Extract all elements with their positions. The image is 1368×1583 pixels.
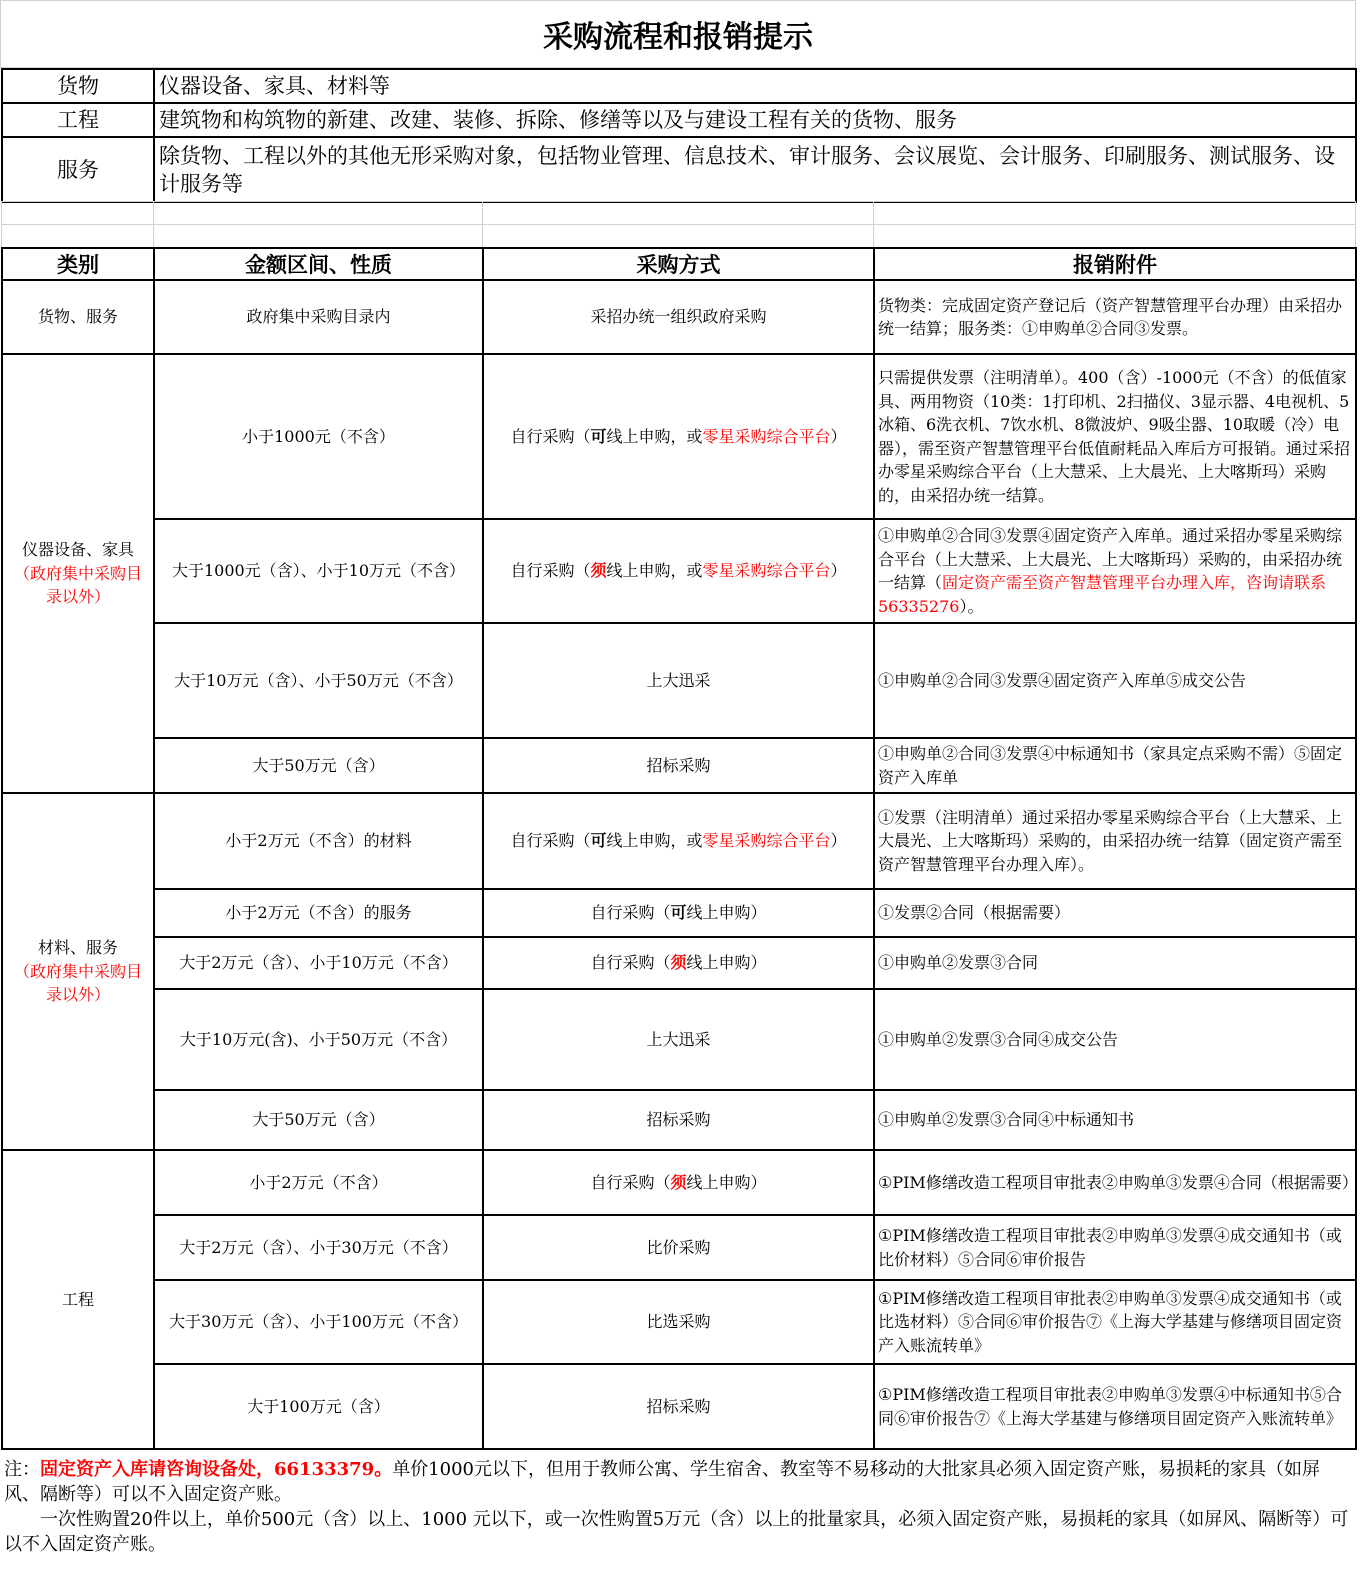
note-prefix: 注： [4, 1459, 40, 1480]
method-cell: 招标采购 [483, 1090, 874, 1150]
table-row [2, 1280, 1356, 1364]
amount-cell: 大于10万元(含)、小于50万元（不含） [154, 989, 483, 1090]
method-cell: 采招办统一组织政府采购 [483, 280, 874, 354]
attachment-cell: ①申购单②合同③发票④中标通知书（家具定点采购不需）⑤固定资产入库单 [874, 738, 1356, 793]
amount-cell: 小于2万元（不含）的材料 [154, 793, 483, 889]
attachment-cell: ①PIM修缮改造工程项目审批表②申购单③发票④成交通知书（或比价材料）⑤合同⑥审价报告 [874, 1215, 1356, 1280]
table-row [2, 354, 1356, 519]
table-row [2, 989, 1356, 1090]
amount-cell: 大于2万元（含）、小于30万元（不含） [154, 1215, 483, 1280]
category-cell [2, 354, 154, 793]
amount-cell: 大于30万元（含）、小于100万元（不含） [154, 1280, 483, 1364]
attachment-cell: ①PIM修缮改造工程项目审批表②申购单③发票④中标通知书⑤合同⑥审价报告⑦《上海大学基建与修缮项目固定资产入账流转单》 [874, 1364, 1356, 1449]
amount-cell: 大于50万元（含） [154, 1090, 483, 1150]
amount-cell: 小于2万元（不含） [154, 1150, 483, 1215]
method-cell: 自行采购（可线上申购，或零星采购综合平台） [483, 793, 874, 889]
table-row [2, 1150, 1356, 1215]
header-row [2, 248, 1356, 280]
amount-cell: 大于1000元（含）、小于10万元（不含） [154, 519, 483, 623]
category-cell [2, 793, 154, 1150]
method-cell: 自行采购（须线上申购） [483, 937, 874, 989]
definition-row [2, 103, 1356, 137]
header-amount: 金额区间、性质 [154, 248, 483, 280]
method-cell: 自行采购（须线上申购） [483, 1150, 874, 1215]
category-note: （政府集中采购目录以外） [13, 563, 142, 607]
note-text: 一次性购置20件以上，单价500元（含）以上、1000 元以下，或一次性购置5万元（含）以上的批量家具，必须入固定资产账，易损耗的家具（如屏风、隔断等）可以不入固定资产账。 [4, 1509, 1349, 1555]
method-cell: 自行采购（可线上申购） [483, 889, 874, 937]
table-row [2, 623, 1356, 738]
definition-text: 建筑物和构筑物的新建、改建、装修、拆除、修缮等以及与建设工程有关的货物、服务 [154, 103, 1356, 137]
header-attachments: 报销附件 [874, 248, 1356, 280]
definition-row [2, 69, 1356, 103]
attachment-cell: ①PIM修缮改造工程项目审批表②申购单③发票④成交通知书（或比选材料）⑤合同⑥审价报告⑦《上海大学基建与修缮项目固定资产入账流转单》 [874, 1280, 1356, 1364]
table-row [2, 519, 1356, 623]
note-text: 单价1000元以下，但用于教师公寓、学生宿舍、教室等不易移动的大批家具必须入固定资产账，易损耗的家具（如屏风、隔断等）可以不入固定资产账。 [4, 1459, 1321, 1505]
table-row [2, 280, 1356, 354]
header-category: 类别 [2, 248, 154, 280]
method-cell: 上大迅采 [483, 623, 874, 738]
amount-cell: 小于2万元（不含）的服务 [154, 889, 483, 937]
spacer-grid [1, 201, 1356, 248]
definition-label: 工程 [2, 103, 154, 137]
method-cell: 自行采购（可线上申购，或零星采购综合平台） [483, 354, 874, 519]
definition-text: 仪器设备、家具、材料等 [154, 69, 1356, 103]
method-cell: 自行采购（须线上申购，或零星采购综合平台） [483, 519, 874, 623]
attachment-cell: ①申购单②合同③发票④固定资产入库单⑤成交公告 [874, 623, 1356, 738]
attachment-cell: ①发票②合同（根据需要） [874, 889, 1356, 937]
note-highlight: 固定资产入库请咨询设备处，66133379。 [40, 1459, 393, 1480]
amount-cell: 大于10万元（含）、小于50万元（不含） [154, 623, 483, 738]
table-row [2, 738, 1356, 793]
header-method: 采购方式 [483, 248, 874, 280]
method-cell: 招标采购 [483, 738, 874, 793]
table-row [2, 1215, 1356, 1280]
definition-table [1, 68, 1357, 203]
table-row [2, 889, 1356, 937]
table-row [2, 937, 1356, 989]
definition-row [2, 137, 1356, 202]
definition-label: 货物 [2, 69, 154, 103]
amount-cell: 政府集中采购目录内 [154, 280, 483, 354]
definition-label: 服务 [2, 137, 154, 202]
method-cell: 招标采购 [483, 1364, 874, 1449]
procurement-table [1, 247, 1357, 1450]
table-row [2, 1364, 1356, 1449]
amount-cell: 小于1000元（不含） [154, 354, 483, 519]
table-row [2, 793, 1356, 889]
category-cell: 货物、服务 [2, 280, 154, 354]
footer-note [4, 1457, 1354, 1557]
attachment-cell: 货物类：完成固定资产登记后（资产智慧管理平台办理）由采招办统一结算；服务类：①申购单②合同③发票。 [874, 280, 1356, 354]
attachment-cell: ①申购单②合同③发票④固定资产入库单。通过采招办零星采购综合平台（上大慧采、上大晨光、上大喀斯玛）采购的，由采招办统一结算（固定资产需至资产智慧管理平台办理入库，咨询请联系56335276）。 [874, 519, 1356, 623]
page-title: 采购流程和报销提示 [0, 0, 1356, 68]
category-cell: 工程 [2, 1150, 154, 1449]
category-label: 仪器设备、家具 [21, 540, 134, 560]
attachment-cell: ①申购单②发票③合同④成交公告 [874, 989, 1356, 1090]
amount-cell: 大于100万元（含） [154, 1364, 483, 1449]
attachment-cell: ①申购单②发票③合同 [874, 937, 1356, 989]
amount-cell: 大于2万元（含）、小于10万元（不含） [154, 937, 483, 989]
category-note: （政府集中采购目录以外） [13, 961, 142, 1005]
attachment-cell: ①申购单②发票③合同④中标通知书 [874, 1090, 1356, 1150]
attachment-cell: ①发票（注明清单）通过采招办零星采购综合平台（上大慧采、上大晨光、上大喀斯玛）采购的，由采招办统一结算（固定资产需至资产智慧管理平台办理入库）。 [874, 793, 1356, 889]
amount-cell: 大于50万元（含） [154, 738, 483, 793]
method-cell: 比价采购 [483, 1215, 874, 1280]
method-cell: 比选采购 [483, 1280, 874, 1364]
definition-text: 除货物、工程以外的其他无形采购对象，包括物业管理、信息技术、审计服务、会议展览、会计服务、印刷服务、测试服务、设计服务等 [154, 137, 1356, 202]
category-label: 材料、服务 [37, 938, 118, 958]
attachment-cell: ①PIM修缮改造工程项目审批表②申购单③发票④合同（根据需要） [874, 1150, 1356, 1215]
attachment-cell: 只需提供发票（注明清单）。400（含）-1000元（不含）的低值家具、两用物资（10类：1打印机、2扫描仪、3显示器、4电视机、5冰箱、6洗衣机、7饮水机、8微波炉、9吸尘器、10取暖（冷）电器），需至资产智慧管理平台低值耐耗品入库后方可报销。通过采招办零星采购综合平台（上大慧采、上大晨光、上大喀斯玛）采购的，由采招办统一结算。 [874, 354, 1356, 519]
method-cell: 上大迅采 [483, 989, 874, 1090]
table-row [2, 1090, 1356, 1150]
